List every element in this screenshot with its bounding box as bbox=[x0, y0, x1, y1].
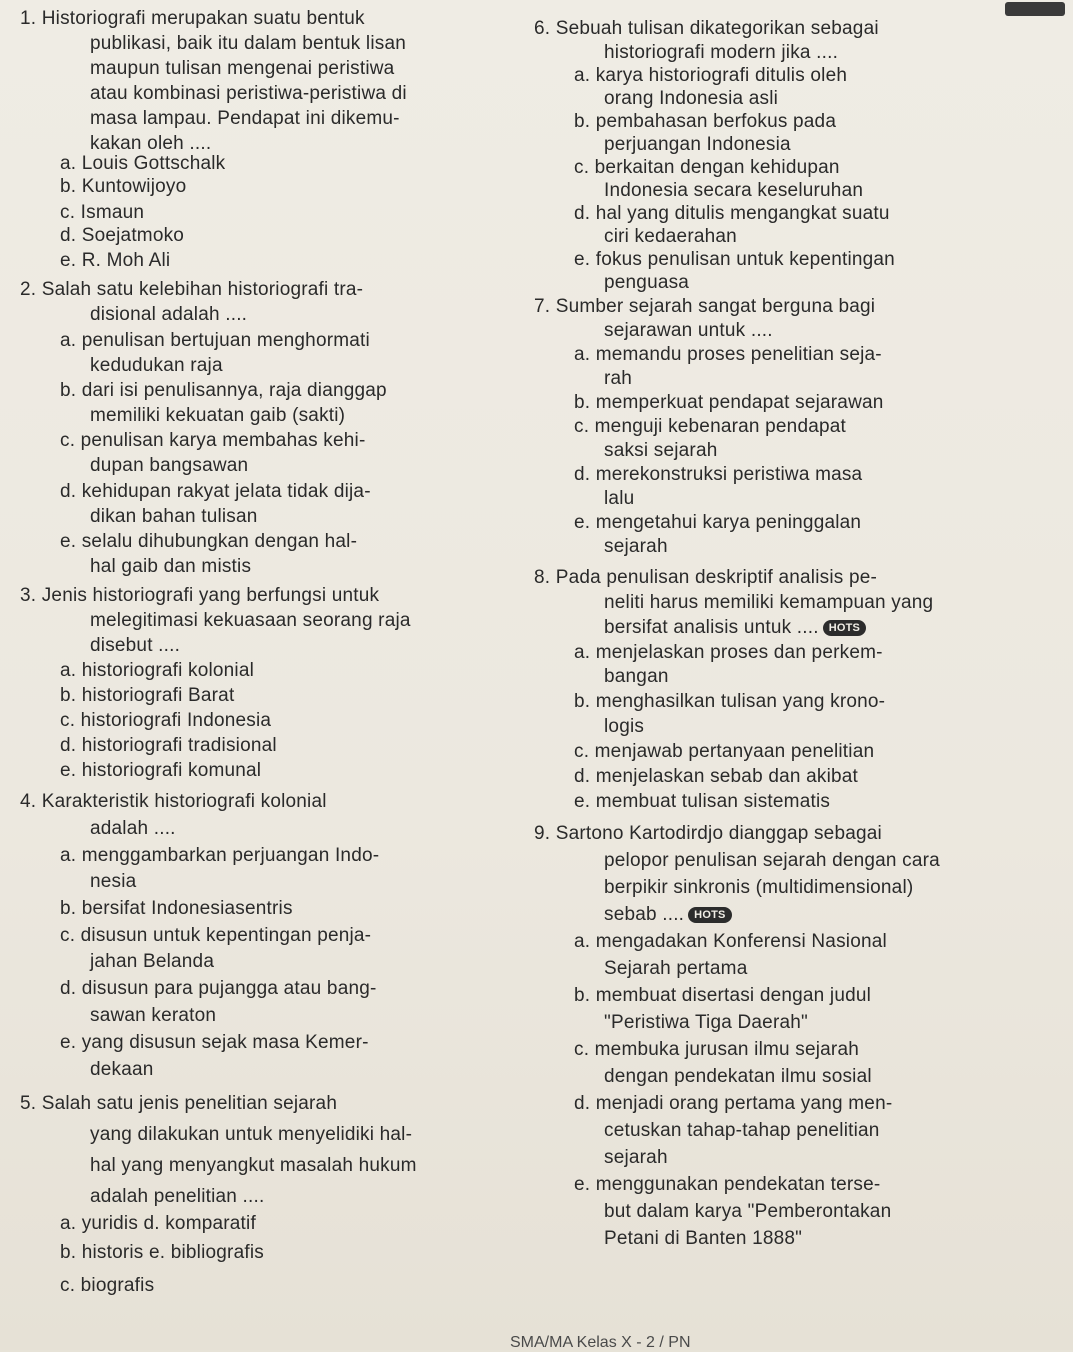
option-line bbox=[60, 202, 144, 224]
text-line bbox=[604, 617, 866, 639]
option-line bbox=[574, 1093, 892, 1115]
line-text: memiliki kekuatan gaib (sakti) bbox=[90, 405, 346, 426]
option-line bbox=[60, 1032, 369, 1054]
text-line bbox=[90, 133, 211, 155]
option-line bbox=[574, 65, 847, 87]
option-line bbox=[574, 691, 885, 713]
text-line bbox=[90, 355, 223, 377]
line-text: 1. Historiografi merupakan suatu bentuk bbox=[20, 8, 365, 29]
line-text: lalu bbox=[604, 488, 635, 509]
line-text: b. historis e. bibliografis bbox=[60, 1242, 264, 1263]
question-line bbox=[20, 1093, 337, 1115]
line-text: logis bbox=[604, 716, 645, 737]
line-text: sejarah bbox=[604, 536, 668, 557]
line-text: bersifat analisis untuk .... bbox=[604, 617, 819, 638]
line-text: b. memperkuat pendapat sejarawan bbox=[574, 392, 884, 413]
text-line bbox=[90, 951, 214, 973]
line-text: masa lampau. Pendapat ini dikemu- bbox=[90, 108, 400, 129]
text-line bbox=[604, 320, 773, 342]
line-text: dengan pendekatan ilmu sosial bbox=[604, 1066, 872, 1087]
line-text: c. biografis bbox=[60, 1275, 155, 1296]
line-text: cetuskan tahap-tahap penelitian bbox=[604, 1120, 880, 1141]
text-line bbox=[90, 108, 400, 130]
text-line bbox=[90, 1186, 264, 1208]
line-text: Indonesia secara keseluruhan bbox=[604, 180, 864, 201]
option-line bbox=[574, 931, 887, 953]
hots-badge: HOTS bbox=[688, 907, 731, 923]
text-line bbox=[604, 368, 632, 390]
line-text: kedudukan raja bbox=[90, 355, 223, 376]
line-text: d. menjelaskan sebab dan akibat bbox=[574, 766, 859, 787]
line-text: a. memandu proses penelitian seja- bbox=[574, 344, 882, 365]
text-line bbox=[90, 83, 407, 105]
text-line bbox=[90, 304, 247, 326]
option-line bbox=[60, 1242, 264, 1264]
page-footer: SMA/MA Kelas X - 2 / PN bbox=[510, 1334, 691, 1351]
option-line bbox=[60, 978, 377, 1000]
line-text: e. historiografi komunal bbox=[60, 760, 262, 781]
line-text: c. penulisan karya membahas kehi- bbox=[60, 430, 366, 451]
option-line bbox=[574, 203, 890, 225]
option-line bbox=[60, 330, 370, 352]
text-line bbox=[604, 666, 669, 688]
line-text: a. menggambarkan perjuangan Indo- bbox=[60, 845, 380, 866]
line-text: a. yuridis d. komparatif bbox=[60, 1213, 256, 1234]
question-line bbox=[20, 279, 363, 301]
option-line bbox=[60, 898, 293, 920]
option-line bbox=[574, 464, 862, 486]
option-line bbox=[60, 250, 170, 272]
option-line bbox=[60, 760, 261, 782]
line-text: c. membuka jurusan ilmu sejarah bbox=[574, 1039, 859, 1060]
option-line bbox=[574, 416, 846, 438]
option-line bbox=[60, 660, 254, 682]
line-text: b. menghasilkan tulisan yang krono- bbox=[574, 691, 886, 712]
line-text: d. merekonstruksi peristiwa masa bbox=[574, 464, 863, 485]
option-line bbox=[574, 791, 830, 813]
line-text: b. pembahasan berfokus pada bbox=[574, 111, 837, 132]
corner-stamp bbox=[1005, 2, 1065, 16]
text-line bbox=[90, 455, 248, 477]
option-line bbox=[60, 1213, 256, 1235]
line-text: e. mengetahui karya peninggalan bbox=[574, 512, 862, 533]
option-line bbox=[574, 249, 895, 271]
line-text: atau kombinasi peristiwa-peristiwa di bbox=[90, 83, 407, 104]
line-text: c. historiografi Indonesia bbox=[60, 710, 272, 731]
line-text: disebut .... bbox=[90, 635, 181, 656]
line-text: but dalam karya "Pemberontakan bbox=[604, 1201, 892, 1222]
option-line bbox=[574, 1039, 859, 1061]
line-text: a. menjelaskan proses dan perkem- bbox=[574, 642, 883, 663]
line-text: 2. Salah satu kelebihan historiografi tra- bbox=[20, 279, 364, 300]
line-text: b. membuat disertasi dengan judul bbox=[574, 985, 872, 1006]
option-line bbox=[60, 481, 371, 503]
text-line bbox=[604, 592, 933, 614]
line-text: hal gaib dan mistis bbox=[90, 556, 252, 577]
line-text: d. hal yang ditulis mengangkat suatu bbox=[574, 203, 890, 224]
option-line bbox=[60, 225, 184, 247]
line-text: e. menggunakan pendekatan terse- bbox=[574, 1174, 881, 1195]
line-text: a. historiografi kolonial bbox=[60, 660, 255, 681]
line-text: c. disusun untuk kepentingan penja- bbox=[60, 925, 372, 946]
option-line bbox=[60, 925, 371, 947]
line-text: c. menjawab pertanyaan penelitian bbox=[574, 741, 875, 762]
line-text: 7. Sumber sejarah sangat berguna bagi bbox=[534, 296, 876, 317]
question-line bbox=[534, 823, 882, 845]
option-line bbox=[60, 735, 277, 757]
text-line bbox=[604, 134, 791, 156]
line-text: 4. Karakteristik historiografi kolonial bbox=[20, 791, 327, 812]
text-line bbox=[90, 405, 345, 427]
option-line bbox=[60, 176, 186, 198]
text-line bbox=[604, 42, 838, 64]
option-line bbox=[574, 392, 884, 414]
text-line bbox=[604, 180, 863, 202]
line-text: d. disusun para pujangga atau bang- bbox=[60, 978, 377, 999]
text-line bbox=[604, 1066, 872, 1088]
line-text: b. historiografi Barat bbox=[60, 685, 235, 706]
line-text: e. membuat tulisan sistematis bbox=[574, 791, 831, 812]
line-text: dikan bahan tulisan bbox=[90, 506, 258, 527]
option-line bbox=[574, 766, 858, 788]
line-text: Petani di Banten 1888" bbox=[604, 1228, 803, 1249]
line-text: d. menjadi orang pertama yang men- bbox=[574, 1093, 893, 1114]
text-line bbox=[90, 1005, 216, 1027]
line-text: saksi sejarah bbox=[604, 440, 718, 461]
option-line bbox=[60, 380, 387, 402]
text-line bbox=[604, 850, 940, 872]
line-text: neliti harus memiliki kemampuan yang bbox=[604, 592, 934, 613]
option-line bbox=[60, 531, 357, 553]
text-line bbox=[604, 1147, 668, 1169]
line-text: d. kehidupan rakyat jelata tidak dija- bbox=[60, 481, 371, 502]
line-text: b. bersifat Indonesiasentris bbox=[60, 898, 293, 919]
line-text: b. dari isi penulisannya, raja dianggap bbox=[60, 380, 387, 401]
line-text: disional adalah .... bbox=[90, 304, 248, 325]
question-line bbox=[20, 8, 365, 30]
text-line bbox=[604, 904, 732, 926]
line-text: Sejarah pertama bbox=[604, 958, 748, 979]
option-line bbox=[60, 845, 379, 867]
text-line bbox=[90, 818, 176, 840]
line-text: 8. Pada penulisan deskriptif analisis pe- bbox=[534, 567, 878, 588]
line-text: ciri kedaerahan bbox=[604, 226, 737, 247]
question-line bbox=[20, 585, 379, 607]
text-line bbox=[90, 610, 411, 632]
text-line bbox=[604, 877, 913, 899]
option-line bbox=[60, 685, 234, 707]
text-line bbox=[604, 958, 747, 980]
text-line bbox=[604, 272, 689, 294]
text-line bbox=[604, 226, 737, 248]
line-text: 3. Jenis historiografi yang berfungsi untuk bbox=[20, 585, 380, 606]
line-text: perjuangan Indonesia bbox=[604, 134, 791, 155]
line-text: sejarawan untuk .... bbox=[604, 320, 773, 341]
option-line bbox=[60, 1275, 154, 1297]
line-text: dupan bangsawan bbox=[90, 455, 249, 476]
line-text: dekaan bbox=[90, 1059, 154, 1080]
text-line bbox=[90, 33, 406, 55]
line-text: 9. Sartono Kartodirdjo dianggap sebagai bbox=[534, 823, 882, 844]
text-line bbox=[90, 506, 258, 528]
line-text: adalah penelitian .... bbox=[90, 1186, 265, 1207]
line-text: 6. Sebuah tulisan dikategorikan sebagai bbox=[534, 18, 879, 39]
line-text: kakan oleh .... bbox=[90, 133, 212, 154]
text-line bbox=[604, 1201, 891, 1223]
question-line bbox=[20, 791, 327, 813]
line-text: c. berkaitan dengan kehidupan bbox=[574, 157, 840, 178]
line-text: berpikir sinkronis (multidimensional) bbox=[604, 877, 914, 898]
option-line bbox=[574, 1174, 880, 1196]
text-line bbox=[90, 58, 394, 80]
option-line bbox=[574, 985, 871, 1007]
option-line bbox=[60, 710, 271, 732]
line-text: c. menguji kebenaran pendapat bbox=[574, 416, 846, 437]
text-line bbox=[604, 1120, 880, 1142]
line-text: publikasi, baik itu dalam bentuk lisan bbox=[90, 33, 406, 54]
line-text: rah bbox=[604, 368, 633, 389]
option-line bbox=[574, 157, 840, 179]
line-text: bangan bbox=[604, 666, 669, 687]
line-text: pelopor penulisan sejarah dengan cara bbox=[604, 850, 940, 871]
line-text: a. mengadakan Konferensi Nasional bbox=[574, 931, 887, 952]
option-line bbox=[574, 741, 874, 763]
text-line bbox=[90, 1155, 417, 1177]
line-text: jahan Belanda bbox=[90, 951, 215, 972]
text-line bbox=[90, 871, 136, 893]
text-line bbox=[90, 1124, 412, 1146]
option-line bbox=[574, 111, 836, 133]
option-line bbox=[60, 430, 365, 452]
line-text: a. penulisan bertujuan menghormati bbox=[60, 330, 370, 351]
line-text: 5. Salah satu jenis penelitian sejarah bbox=[20, 1093, 338, 1114]
line-text: sejarah bbox=[604, 1147, 668, 1168]
line-text: a. karya historiografi ditulis oleh bbox=[574, 65, 848, 86]
line-text: e. R. Moh Ali bbox=[60, 250, 171, 271]
line-text: historiografi modern jika .... bbox=[604, 42, 839, 63]
line-text: e. yang disusun sejak masa Kemer- bbox=[60, 1032, 369, 1053]
line-text: hal yang menyangkut masalah hukum bbox=[90, 1155, 417, 1176]
line-text: e. fokus penulisan untuk kepentingan bbox=[574, 249, 895, 270]
hots-badge: HOTS bbox=[823, 620, 866, 636]
text-line bbox=[604, 536, 668, 558]
option-line bbox=[574, 344, 882, 366]
line-text: nesia bbox=[90, 871, 137, 892]
line-text: a. Louis Gottschalk bbox=[60, 153, 226, 174]
option-line bbox=[574, 642, 883, 664]
text-line bbox=[90, 635, 180, 657]
option-line bbox=[60, 153, 225, 175]
text-line bbox=[604, 488, 634, 510]
question-line bbox=[534, 567, 877, 589]
text-line bbox=[604, 88, 778, 110]
text-line bbox=[604, 1228, 802, 1250]
line-text: d. historiografi tradisional bbox=[60, 735, 277, 756]
line-text: sebab .... bbox=[604, 904, 685, 925]
line-text: melegitimasi kekuasaan seorang raja bbox=[90, 610, 411, 631]
line-text: orang Indonesia asli bbox=[604, 88, 779, 109]
text-line bbox=[90, 556, 251, 578]
line-text: sawan keraton bbox=[90, 1005, 217, 1026]
option-line bbox=[574, 512, 861, 534]
text-line bbox=[90, 1059, 154, 1081]
question-line bbox=[534, 18, 879, 40]
line-text: b. Kuntowijoyo bbox=[60, 176, 187, 197]
line-text: maupun tulisan mengenai peristiwa bbox=[90, 58, 395, 79]
line-text: c. Ismaun bbox=[60, 202, 145, 223]
text-line bbox=[604, 716, 644, 738]
text-line bbox=[604, 1012, 808, 1034]
line-text: yang dilakukan untuk menyelidiki hal- bbox=[90, 1124, 413, 1145]
line-text: e. selalu dihubungkan dengan hal- bbox=[60, 531, 358, 552]
text-line bbox=[604, 440, 717, 462]
question-line bbox=[534, 296, 875, 318]
line-text: adalah .... bbox=[90, 818, 176, 839]
line-text: "Peristiwa Tiga Daerah" bbox=[604, 1012, 808, 1033]
line-text: d. Soejatmoko bbox=[60, 225, 185, 246]
line-text: penguasa bbox=[604, 272, 690, 293]
